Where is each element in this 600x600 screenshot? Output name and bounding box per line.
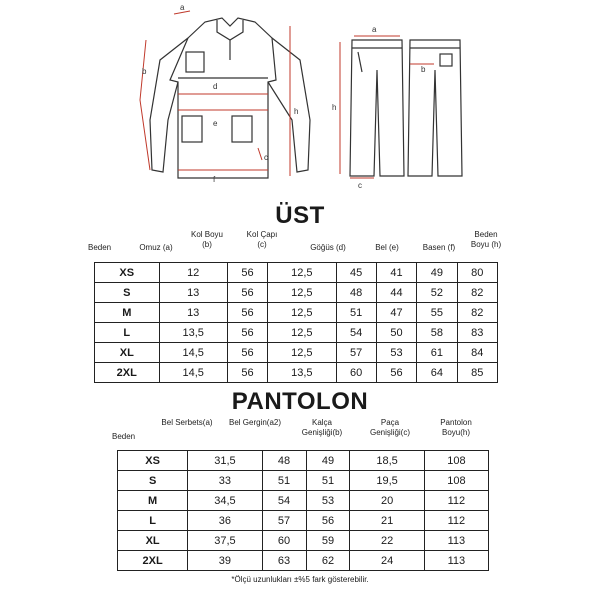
ust-value-cell: 60 — [336, 363, 376, 383]
pantolon-title: PANTOLON — [231, 388, 369, 415]
pant-value-cell: 19,5 — [350, 471, 424, 491]
ust-value-cell: 12 — [159, 263, 227, 283]
pant-value-cell: 31,5 — [188, 451, 262, 471]
ust-value-cell: 12,5 — [268, 303, 336, 323]
pant-value-cell: 48 — [262, 451, 306, 471]
ust-header-gogus: Göğüs (d) — [310, 243, 346, 252]
pant-value-cell: 113 — [424, 531, 488, 551]
ust-value-cell: 82 — [457, 283, 497, 303]
pant-value-cell: 49 — [306, 451, 350, 471]
ust-value-cell: 12,5 — [268, 283, 336, 303]
ust-header-bel: Bel (e) — [375, 243, 399, 252]
ust-value-cell: 82 — [457, 303, 497, 323]
ust-value-cell: 56 — [376, 363, 416, 383]
ust-value-cell: 53 — [376, 343, 416, 363]
ust-value-cell: 83 — [457, 323, 497, 343]
pant-size-cell: 2XL — [118, 551, 188, 571]
pant-value-cell: 60 — [262, 531, 306, 551]
pant-row — [118, 551, 489, 571]
ust-row — [95, 363, 498, 383]
pant-row — [118, 531, 489, 551]
ust-value-cell: 12,5 — [268, 263, 336, 283]
ust-row — [95, 283, 498, 303]
pant-value-cell: 36 — [188, 511, 262, 531]
ust-value-cell: 44 — [376, 283, 416, 303]
ust-value-cell: 56 — [227, 343, 267, 363]
ust-size-table — [94, 262, 498, 383]
ust-value-cell: 14,5 — [159, 343, 227, 363]
ust-value-cell: 13,5 — [159, 323, 227, 343]
ust-row — [95, 343, 498, 363]
ust-value-cell: 49 — [417, 263, 457, 283]
pant-value-cell: 51 — [262, 471, 306, 491]
ust-size-cell: L — [95, 323, 160, 343]
ust-value-cell: 56 — [227, 323, 267, 343]
pant-value-cell: 59 — [306, 531, 350, 551]
ust-row — [95, 263, 498, 283]
ust-header-omuz: Omuz (a) — [139, 243, 173, 252]
pant-value-cell: 33 — [188, 471, 262, 491]
pant-value-cell: 24 — [350, 551, 424, 571]
ust-header-kol-capi: Kol Çapı (c) — [246, 230, 278, 249]
ust-value-cell: 61 — [417, 343, 457, 363]
pant-header-bel-gergin: Bel Gergin(a2) — [228, 418, 282, 427]
pant-value-cell: 37,5 — [188, 531, 262, 551]
pant-value-cell: 51 — [306, 471, 350, 491]
ust-header-beden-boyu: Beden Boyu (h) — [470, 230, 502, 249]
ust-value-cell: 45 — [336, 263, 376, 283]
ust-value-cell: 13 — [159, 283, 227, 303]
pants-label-h: h — [332, 103, 337, 112]
pant-value-cell: 39 — [188, 551, 262, 571]
pant-value-cell: 63 — [262, 551, 306, 571]
ust-value-cell: 13 — [159, 303, 227, 323]
ust-header-beden: Beden — [88, 243, 112, 252]
pant-size-cell: S — [118, 471, 188, 491]
ust-value-cell: 58 — [417, 323, 457, 343]
pant-value-cell: 21 — [350, 511, 424, 531]
ust-value-cell: 52 — [417, 283, 457, 303]
pant-size-cell: XL — [118, 531, 188, 551]
pant-value-cell: 20 — [350, 491, 424, 511]
ust-value-cell: 12,5 — [268, 323, 336, 343]
top-label-f: f — [213, 175, 216, 184]
ust-value-cell: 12,5 — [268, 343, 336, 363]
pant-header-bel-serbest: Bel Serbets(a) — [161, 418, 213, 427]
pant-value-cell: 54 — [262, 491, 306, 511]
ust-size-cell: S — [95, 283, 160, 303]
pant-value-cell: 57 — [262, 511, 306, 531]
top-label-b: b — [142, 67, 147, 76]
ust-row — [95, 303, 498, 323]
ust-value-cell: 50 — [376, 323, 416, 343]
top-label-d: d — [213, 82, 218, 91]
pant-row — [118, 451, 489, 471]
ust-value-cell: 14,5 — [159, 363, 227, 383]
ust-value-cell: 47 — [376, 303, 416, 323]
pants-label-c: c — [358, 181, 362, 190]
pants-label-a: a — [372, 25, 377, 34]
ust-value-cell: 48 — [336, 283, 376, 303]
top-label-a: a — [180, 3, 185, 12]
ust-value-cell: 84 — [457, 343, 497, 363]
pants-illustration — [350, 40, 462, 176]
footnote: *Ölçü uzunlukları ±%5 fark gösterebilir. — [231, 575, 369, 584]
ust-value-cell: 56 — [227, 303, 267, 323]
top-label-c: c — [264, 153, 268, 162]
pant-size-cell: XS — [118, 451, 188, 471]
pant-row — [118, 471, 489, 491]
ust-value-cell: 55 — [417, 303, 457, 323]
garment-measurement-diagram — [0, 0, 600, 200]
ust-value-cell: 56 — [227, 283, 267, 303]
ust-header-basen: Basen (f) — [422, 243, 456, 252]
ust-value-cell: 64 — [417, 363, 457, 383]
ust-header-kol-boyu: Kol Boyu (b) — [190, 230, 224, 249]
top-label-h: h — [294, 107, 299, 116]
ust-value-cell: 56 — [227, 363, 267, 383]
top-garment-illustration — [150, 18, 310, 178]
pant-value-cell: 34,5 — [188, 491, 262, 511]
ust-title: ÜST — [275, 202, 325, 229]
pant-value-cell: 108 — [424, 471, 488, 491]
ust-value-cell: 85 — [457, 363, 497, 383]
ust-size-cell: XS — [95, 263, 160, 283]
pant-header-beden: Beden — [112, 432, 136, 441]
pant-row — [118, 491, 489, 511]
top-label-e: e — [213, 119, 218, 128]
pant-value-cell: 62 — [306, 551, 350, 571]
pant-value-cell: 53 — [306, 491, 350, 511]
pant-size-cell: M — [118, 491, 188, 511]
ust-value-cell: 41 — [376, 263, 416, 283]
pant-value-cell: 112 — [424, 491, 488, 511]
ust-value-cell: 57 — [336, 343, 376, 363]
pant-value-cell: 18,5 — [350, 451, 424, 471]
ust-value-cell: 51 — [336, 303, 376, 323]
pants-measure-lines — [340, 36, 434, 178]
pant-row — [118, 511, 489, 531]
pant-size-cell: L — [118, 511, 188, 531]
ust-row — [95, 323, 498, 343]
pant-value-cell: 113 — [424, 551, 488, 571]
pant-value-cell: 108 — [424, 451, 488, 471]
pantolon-size-table — [117, 450, 489, 571]
ust-value-cell: 56 — [227, 263, 267, 283]
pant-header-kalca: Kalça Genişliği(b) — [301, 418, 343, 437]
ust-size-cell: M — [95, 303, 160, 323]
ust-value-cell: 13,5 — [268, 363, 336, 383]
ust-value-cell: 80 — [457, 263, 497, 283]
ust-value-cell: 54 — [336, 323, 376, 343]
pant-value-cell: 56 — [306, 511, 350, 531]
pants-label-b: b — [421, 65, 426, 74]
ust-size-cell: XL — [95, 343, 160, 363]
pant-header-paca: Paça Genişliği(c) — [369, 418, 410, 437]
pant-header-boy: Pantolon Boyu(h) — [440, 418, 472, 437]
pant-value-cell: 22 — [350, 531, 424, 551]
pant-value-cell: 112 — [424, 511, 488, 531]
ust-size-cell: 2XL — [95, 363, 160, 383]
